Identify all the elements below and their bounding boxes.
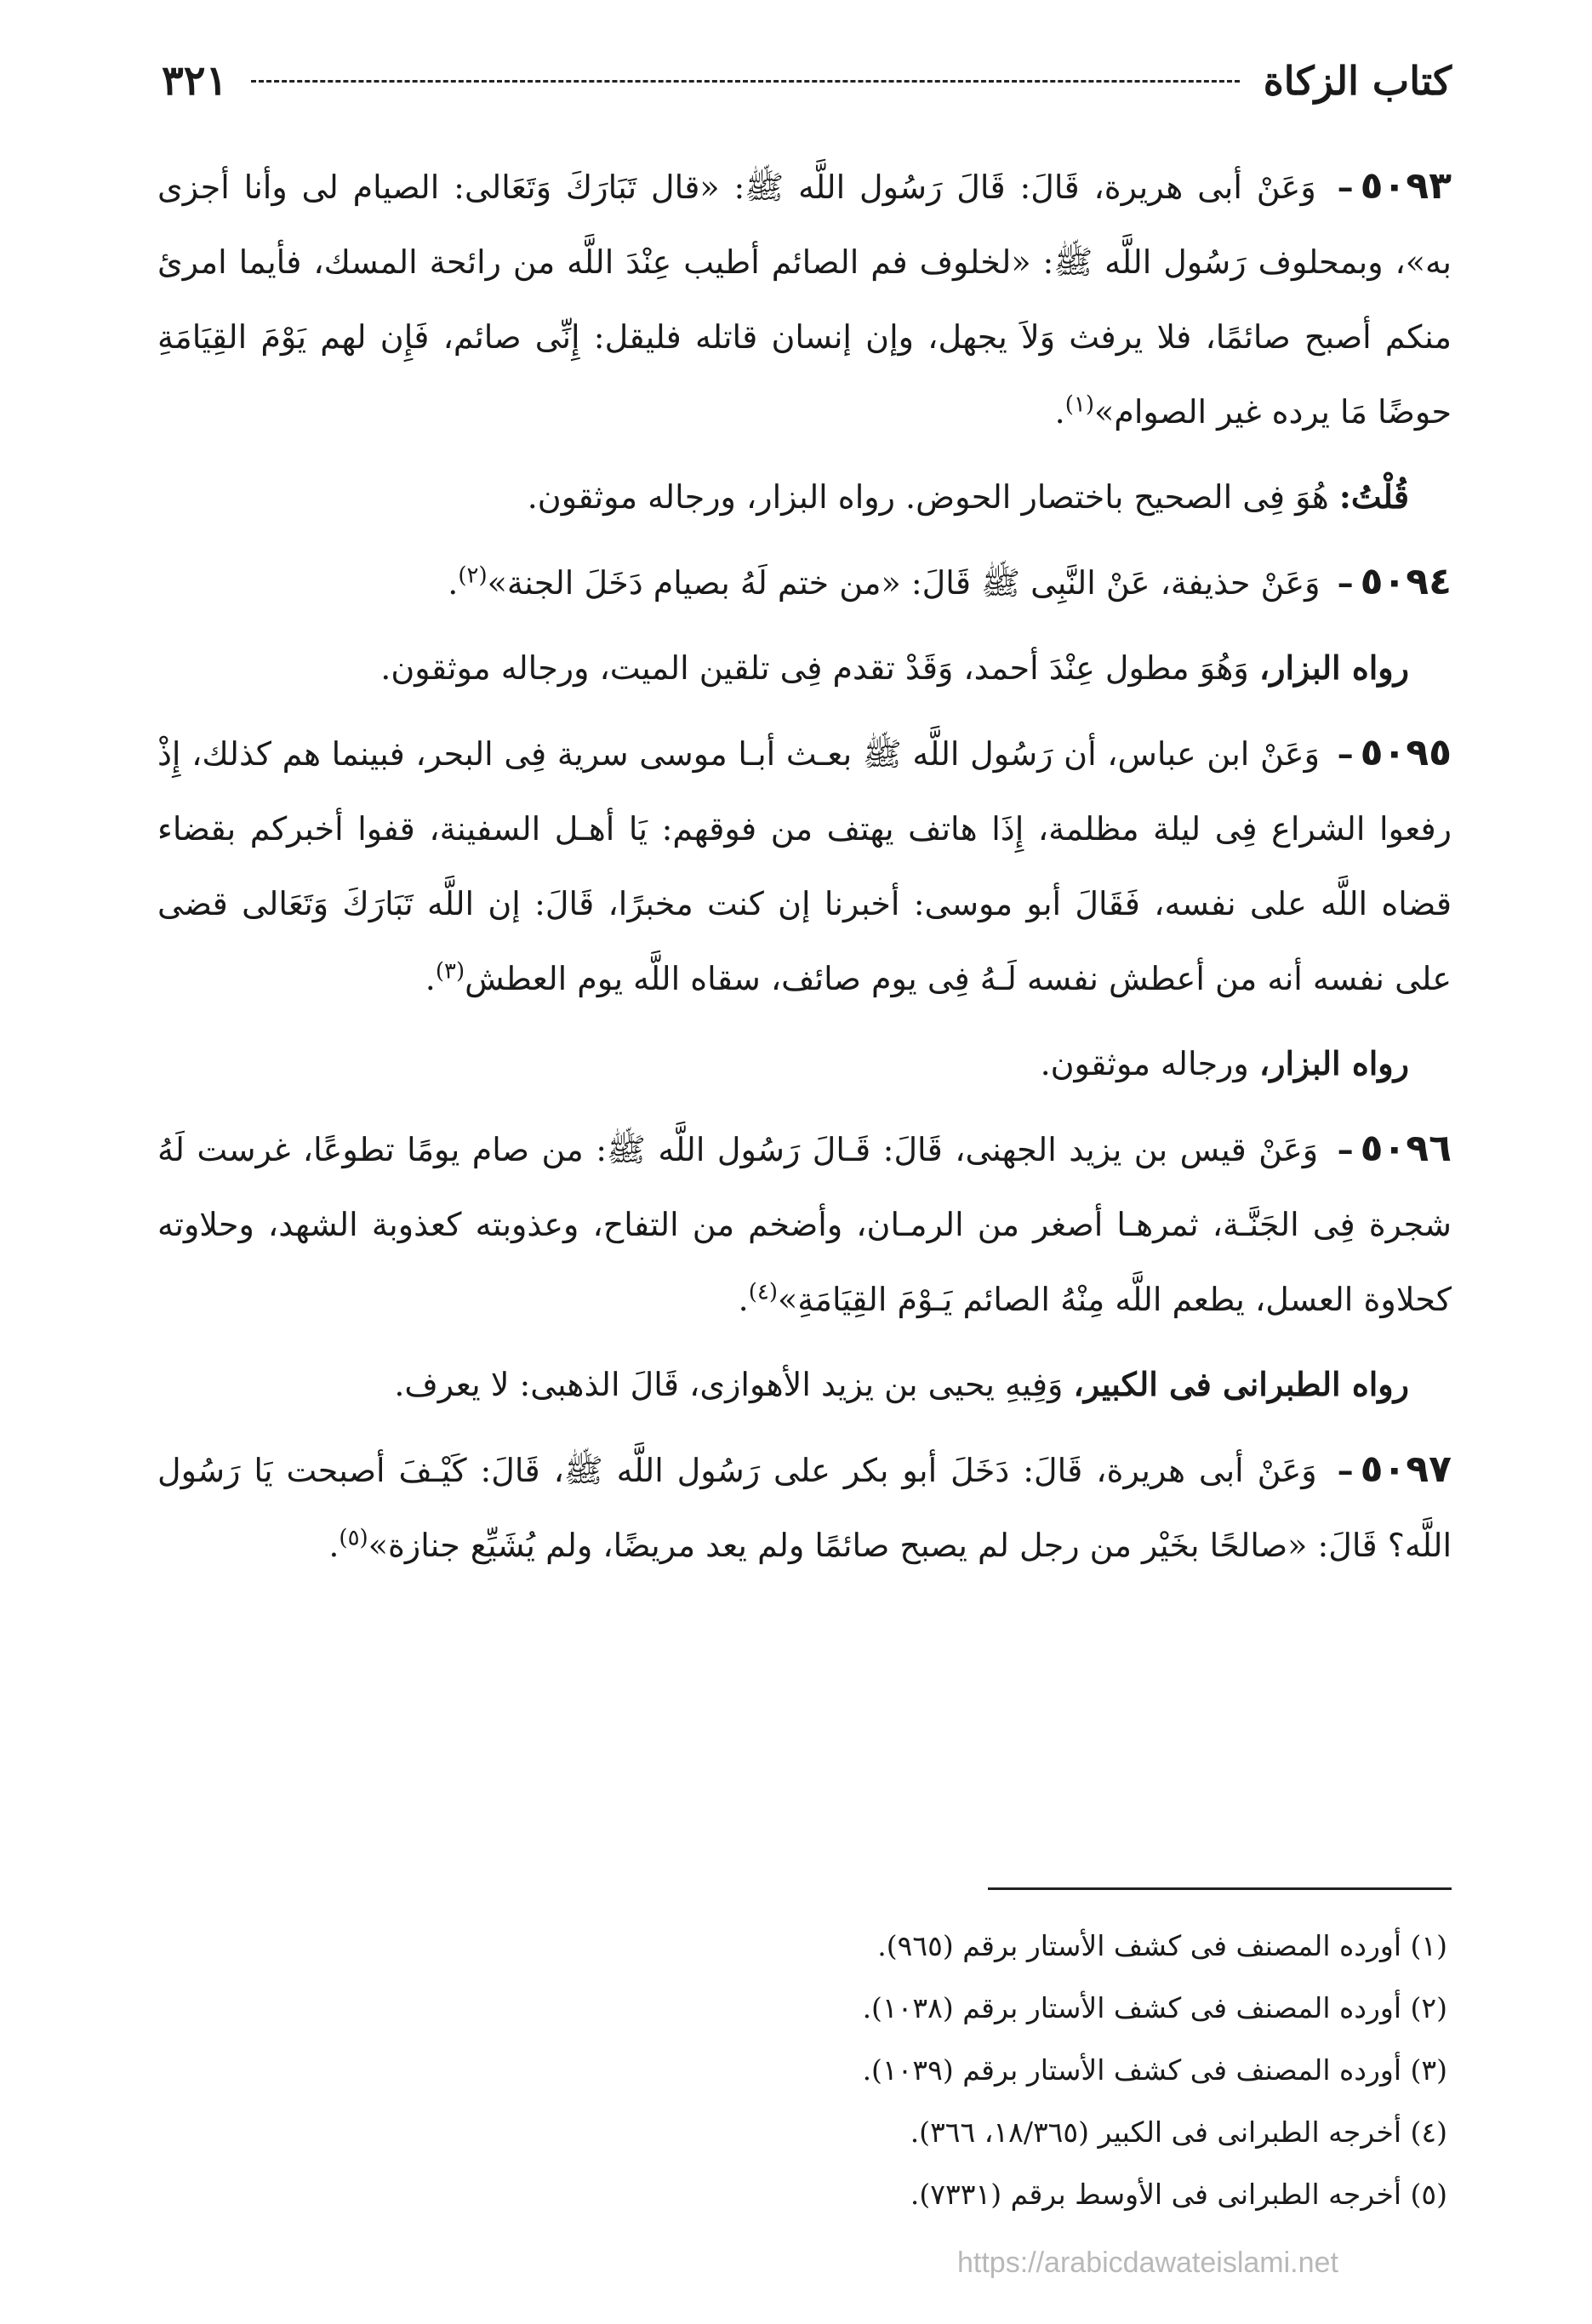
commentary-5094: [157, 631, 1452, 705]
footnote-ref[interactable]: (٤): [748, 1279, 779, 1305]
footnote-3: (٣) أورده المصنف فى كشف الأستار برقم (١٠٣٩).: [862, 2053, 1447, 2087]
hadith-text: وَعَنْ أبى هريرة، قَالَ: قَالَ رَسُول اللَّه ﷺ: «قال تَبَارَكَ وَتَعَالى: الصيام لى وأنا أجزى به»، وبمحلوف رَسُول اللَّه ﷺ: «لخلوف فم الصائم أطيب عِنْدَ اللَّه من رائحة المسك، فأيما امرئ منكم أصبح صائمًا، فلا يرفث وَلاَ يجهل، وإن إنسان قاتله فليقل: إِنِّى صائم، فَإِن لهم يَوْمَ القِيَامَةِ حوضًا مَا يرده غير الصوام»: [157, 168, 1452, 431]
footnote-ref[interactable]: (٢): [458, 562, 488, 589]
commentary-5095: [157, 1026, 1452, 1101]
source-watermark: https://arabicdawateislami.net: [957, 2247, 1338, 2279]
hadith-number: ٥٠٩٣: [1360, 164, 1452, 208]
hadith-text: وَعَنْ ابن عباس، أن رَسُول اللَّه ﷺ بعـث أبـا موسى سرية فِى البحر، فبينما هم كذلك، إِذْ رفعوا الشراع فِى ليلة مظلمة، إِذَا هاتف يهتف من فوقهم: يَا أهـل السفينة، قفوا أخبركم بقضاء قضاه اللَّه على نفسه، فَقَالَ أبو موسى: أخبرنا إن كنت مخبرًا، قَالَ: إن اللَّه تَبَارَكَ وَتَعَالى قضى على نفسه أنه من أعطش نفسه لَـهُ فِى يوم صائف، سقاه اللَّه يوم العطش: [157, 735, 1452, 997]
footnote-separator: [988, 1887, 1452, 1890]
hadith-5095: ٥٠٩٥– وَعَنْ ابن عباس، أن رَسُول اللَّه ﷺ بعـث أبـا موسى سرية فِى البحر، فبينما هم كذلك، إِذْ رفعوا الشراع فِى ليلة مظلمة، إِذَا هاتف يهتف من فوقهم: يَا أهـل السفينة، قفوا أخبركم بقضاء قضاه اللَّه على نفسه، فَقَالَ أبو موسى: أخبرنا إن كنت مخبرًا، قَالَ: إن اللَّه تَبَارَكَ وَتَعَالى قضى على نفسه أنه من أعطش نفسه لَـهُ فِى يوم صائف، سقاه اللَّه يوم العطش$^{(٣)}$.: [157, 731, 1452, 997]
header-dashed-rule: [251, 80, 1239, 83]
footnote-ref[interactable]: (٣): [435, 958, 465, 985]
footnote-1: (١) أورده المصنف فى كشف الأستار برقم (٩٦٥).: [877, 1929, 1447, 1962]
commentary-text: وَفِيهِ يحيى بن يزيد الأهوازى، قَالَ الذهبى: لا يعرف.: [394, 1366, 1064, 1403]
footnote-4: (٤) أخرجه الطبرانى فى الكبير (١٨/٣٦٥، ٣٦٦).: [910, 2116, 1447, 2149]
footnote-5: (٥) أخرجه الطبرانى فى الأوسط برقم (٧٣٣١).: [910, 2178, 1447, 2211]
commentary-text: وَهُوَ مطول عِنْدَ أحمد، وَقَدْ تقدم فِى تلقين الميت، ورجاله موثقون.: [380, 649, 1249, 687]
commentary-text: هُوَ فِى الصحيح باختصار الحوض. رواه البزار، ورجاله موثقون.: [527, 478, 1329, 516]
page-header: [162, 51, 1452, 111]
sentence-end: .: [448, 564, 459, 602]
sentence-end: .: [328, 1527, 340, 1564]
book-title: كتاب الزكاة: [1263, 58, 1452, 104]
hadith-text: وَعَنْ قيس بن يزيد الجهنى، قَالَ: قَـالَ رَسُول اللَّه ﷺ: من صام يومًا تطوعًا، غرست لَهُ شجرة فِى الجَنَّـة، ثمرهـا أصغر من الرمـان، وأضخم من التفاح، وعذوبته كعذوبة الشهد، وحلاوته كحلاوة العسل، يطعم اللَّه مِنْهُ الصائم يَـوْمَ القِيَامَةِ»: [157, 1131, 1452, 1318]
hadith-5096: ٥٠٩٦– وَعَنْ قيس بن يزيد الجهنى، قَالَ: قَـالَ رَسُول اللَّه ﷺ: من صام يومًا تطوعًا، غرست لَهُ شجرة فِى الجَنَّـة، ثمرهـا أصغر من الرمـان، وأضخم من التفاح، وعذوبته كعذوبة الشهد، وحلاوته كحلاوة العسل، يطعم اللَّه مِنْهُ الصائم يَـوْمَ القِيَامَةِ»$^{(٤)}$.: [157, 1127, 1452, 1318]
hadith-number: ٥٠٩٤: [1360, 560, 1452, 603]
hadith-text: وَعَنْ أبى هريرة، قَالَ: دَخَلَ أبو بكر على رَسُول اللَّه ﷺ، قَالَ: كَيْـفَ أصبحت يَا رَسُول اللَّه؟ قَالَ: «صالحًا بخَيْر من رجل لم يصبح صائمًا ولم يعد مريضًا، ولم يُشَيِّع جنازة»: [157, 1452, 1452, 1564]
hadith-5097: ٥٠٩٧– وَعَنْ أبى هريرة، قَالَ: دَخَلَ أبو بكر على رَسُول اللَّه ﷺ، قَالَ: كَيْـفَ أصبحت يَا رَسُول اللَّه؟ قَالَ: «صالحًا بخَيْر من رجل لم يصبح صائمًا ولم يعد مريضًا، ولم يُشَيِّع جنازة»$^{(٥)}$.: [157, 1448, 1452, 1564]
footnote-ref[interactable]: (٥): [339, 1525, 368, 1551]
footnote-2: (٢) أورده المصنف فى كشف الأستار برقم (١٠٣٨).: [862, 1991, 1447, 2024]
hadith-number: ٥٠٩٥: [1360, 731, 1452, 774]
commentary-qultu: [157, 460, 1452, 534]
commentary-lead: رواه البزار،: [1258, 1044, 1409, 1082]
page-number: ٣٢١: [162, 57, 228, 105]
commentary-5096: [157, 1347, 1452, 1422]
footnote-ref[interactable]: (١): [1064, 391, 1095, 418]
hadith-5094: ٥٠٩٤– وَعَنْ حذيفة، عَنْ النَّبِى ﷺ قَالَ: «من ختم لَهُ بصيام دَخَلَ الجنة»$^{(٢)}$.: [448, 560, 1452, 603]
hadith-text: وَعَنْ حذيفة، عَنْ النَّبِى ﷺ قَالَ: «من ختم لَهُ بصيام دَخَلَ الجنة»: [487, 564, 1321, 602]
commentary-lead: رواه البزار،: [1258, 648, 1409, 687]
commentary-lead: رواه الطبرانى فى الكبير،: [1073, 1365, 1409, 1403]
sentence-end: .: [738, 1281, 749, 1318]
footnotes-list: [157, 1915, 1447, 2225]
commentary-text: ورجاله موثقون.: [1040, 1045, 1249, 1082]
sentence-end: .: [425, 960, 436, 997]
page-body: [157, 149, 1452, 1593]
hadith-5093: ٥٠٩٣– وَعَنْ أبى هريرة، قَالَ: قَالَ رَسُول اللَّه ﷺ: «قال تَبَارَكَ وَتَعَالى: الصيام لى وأنا أجزى به»، وبمحلوف رَسُول اللَّه ﷺ: «لخلوف فم الصائم أطيب عِنْدَ اللَّه من رائحة المسك، فأيما امرئ منكم أصبح صائمًا، فلا يرفث وَلاَ يجهل، وإن إنسان قاتله فليقل: إِنِّى صائم، فَإِن لهم يَوْمَ القِيَامَةِ حوضًا مَا يرده غير الصوام»$^{(١)}$.: [157, 164, 1452, 431]
commentary-lead: قُلْتُ:: [1338, 477, 1409, 516]
hadith-number: ٥٠٩٧: [1360, 1448, 1452, 1491]
sentence-end: .: [1054, 393, 1065, 431]
hadith-number: ٥٠٩٦: [1360, 1127, 1452, 1170]
